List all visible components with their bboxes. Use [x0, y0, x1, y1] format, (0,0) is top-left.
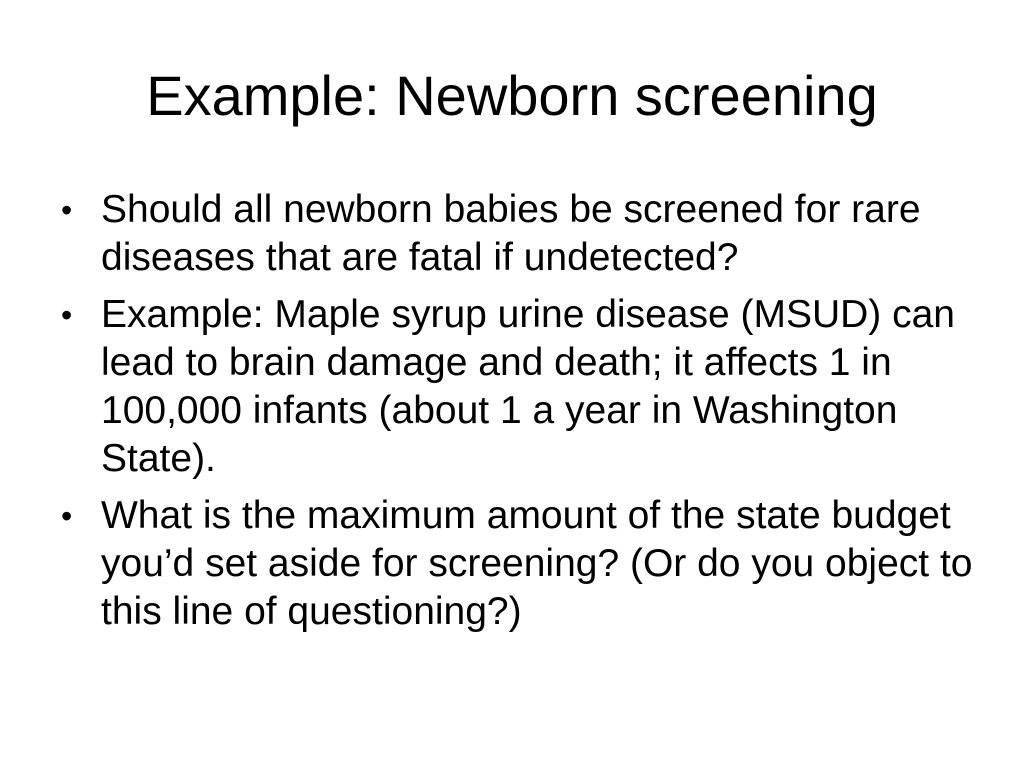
bullet-text: Should all newborn babies be screened for rare diseases that are fatal if undetected? — [101, 188, 921, 279]
slide-title: Example: Newborn screening — [146, 64, 878, 127]
bullet-dot-icon: • — [61, 498, 73, 534]
bullet-dot-icon: • — [61, 297, 73, 333]
bullet-dot-icon: • — [61, 192, 73, 228]
bullet-text: What is the maximum amount of the state budget you’d set aside for screening? (Or do you object to this line of questioning?) — [101, 494, 973, 633]
bullet-item-screening-question — [55, 186, 985, 282]
bullet-list — [55, 186, 985, 645]
bullet-text: Example: Maple syrup urine disease (MSUD) can lead to brain damage and death; it affects 1 in 100,000 infants (about 1 a year in Washington State). — [101, 293, 956, 480]
bullet-item-budget-question — [55, 492, 985, 636]
bullet-item-msud-example — [55, 291, 985, 483]
